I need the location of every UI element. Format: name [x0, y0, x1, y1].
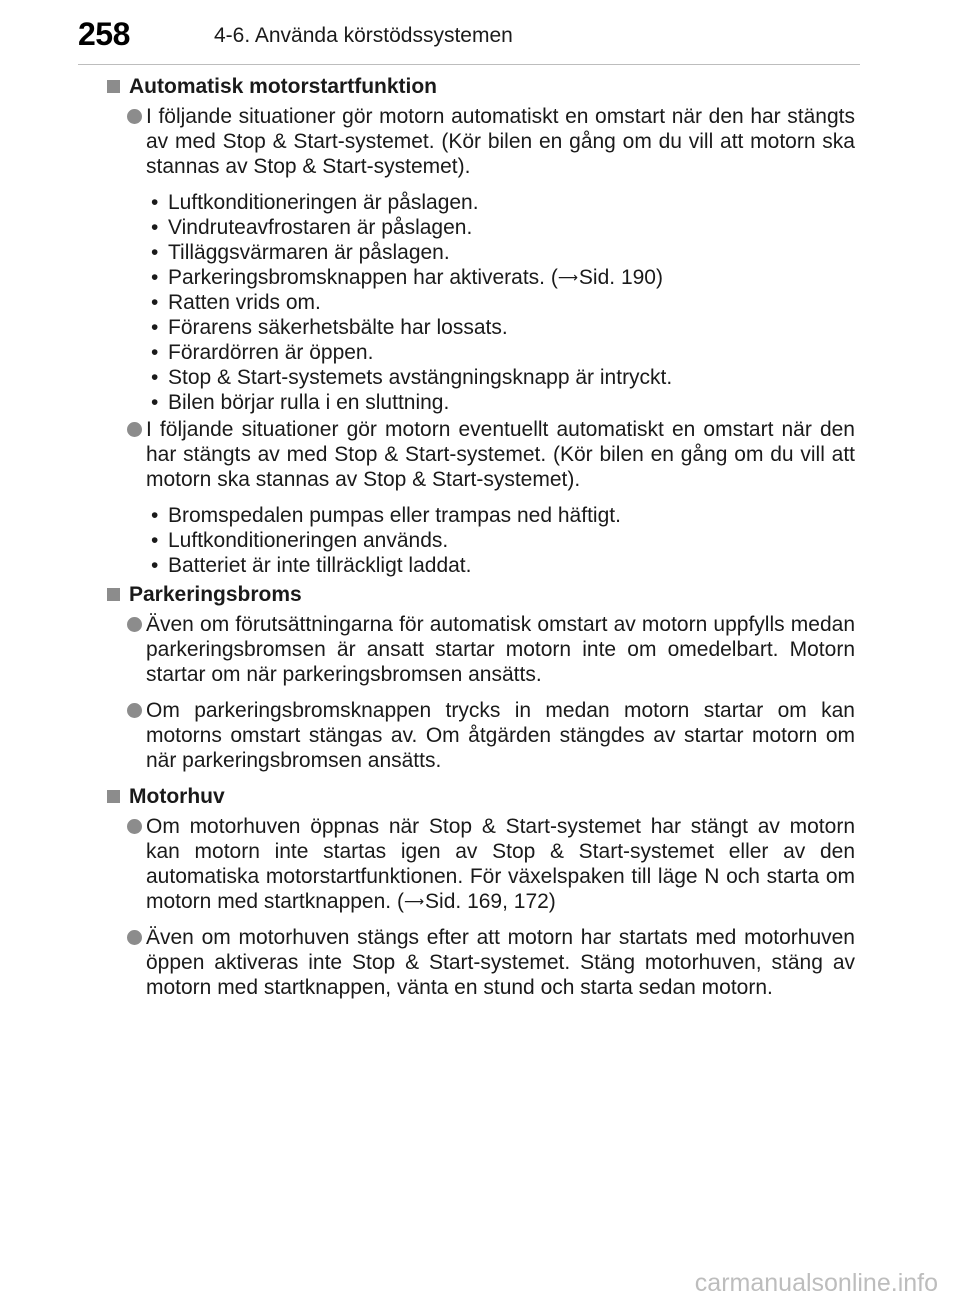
page-reference-link[interactable]: Sid. 190) [578, 266, 663, 289]
circle-bullet-icon [127, 422, 142, 437]
section-title: 4-6. Använda körstödssystemen [214, 24, 513, 47]
circle-bullet-icon [127, 617, 142, 632]
item-text: Om parkeringsbromsknappen trycks in medan motorn startar om kan motorns omstart stängas av. Om åtgärden stängdes av startar motorn om när parkeringsbromsen ansätts. [146, 699, 855, 772]
watermark: carmanualsonline.info [694, 1269, 938, 1297]
circle-bullet-icon [127, 109, 142, 124]
square-bullet-icon [107, 80, 120, 93]
square-bullet-icon [107, 588, 120, 601]
arrow-right-icon: ⟶ [403, 893, 425, 909]
item-text: I följande situationer gör motorn eventuellt automatiskt en omstart när den har stängts av med Stop & Start-systemet. (Kör bilen en gång om du vill att motorn ska stannas av Stop & Start-systemet). [146, 418, 855, 491]
sublist-item: • Luftkonditioneringen är påslagen. [146, 190, 855, 215]
item-text: I följande situationer gör motorn automatiskt en omstart när den har stängts av med Stop & Start-systemet. (Kör bilen en gång om du vill att motorn ska stannas av Stop & Start-systemet). [146, 105, 855, 178]
item-text [146, 814, 855, 914]
sublist-item-text: Parkeringsbromsknappen har aktiverats. ( [168, 266, 558, 289]
sublist-item: • Batteriet är inte tillräckligt laddat. [146, 553, 855, 578]
possible-restart-list [107, 503, 855, 578]
list-item [107, 104, 855, 179]
page-content [107, 74, 855, 1011]
sublist-item: • Stop & Start-systemets avstängningsknapp är intryckt. [146, 365, 855, 390]
heading-automatic-start [107, 74, 855, 99]
item-text: Även om motorhuven stängs efter att motorn har startats med motorhuven öppen aktiveras inte Stop & Start-systemet. Stäng motorhuven, stäng av motorn med startknappen, vänta en stund och starta sedan motorn. [146, 926, 855, 999]
list-item [107, 612, 855, 687]
heading-text: Motorhuv [129, 785, 225, 808]
list-item [107, 698, 855, 773]
heading-text: Parkeringsbroms [129, 583, 302, 606]
list-item [107, 417, 855, 492]
page-reference-link[interactable]: Sid. 169, 172) [425, 890, 556, 913]
list-item [107, 925, 855, 1000]
sublist-item: • Luftkonditioneringen används. [146, 528, 855, 553]
sublist-item: • Tilläggsvärmaren är påslagen. [146, 240, 855, 265]
arrow-right-icon: ⟶ [557, 269, 578, 285]
item-text: Även om förutsättningarna för automatisk omstart av motorn uppfylls medan parkeringsbromsen är ansatt startar motorn inte om omedelbart. Motorn startar om när parkeringsbromsen ansätts. [146, 613, 855, 686]
header-divider [78, 64, 860, 65]
item-text-body: Om motorhuven öppnas när Stop & Start-systemet har stängt av motorn kan motorn inte startas igen av Stop & Start-systemet eller av den automatiska motorstartfunktionen. För växelspaken till läge N och starta om motorn med startknappen. ( [146, 815, 855, 913]
sublist-item: • Förarens säkerhetsbälte har lossats. [146, 315, 855, 340]
circle-bullet-icon [127, 703, 142, 718]
page-number: 258 [78, 16, 130, 52]
heading-parking-brake [107, 582, 855, 607]
heading-hood [107, 784, 855, 809]
restart-conditions-list [107, 190, 855, 415]
sublist-item: • Vindruteavfrostaren är påslagen. [146, 215, 855, 240]
sublist-item: • Förardörren är öppen. [146, 340, 855, 365]
circle-bullet-icon [127, 930, 142, 945]
sublist-item [146, 265, 855, 290]
sublist-item: • Bilen börjar rulla i en sluttning. [146, 390, 855, 415]
square-bullet-icon [107, 790, 120, 803]
heading-text: Automatisk motorstartfunktion [129, 75, 438, 98]
sublist-item: • Ratten vrids om. [146, 290, 855, 315]
list-item [107, 814, 855, 914]
page-header [0, 0, 960, 60]
circle-bullet-icon [127, 819, 142, 834]
sublist-item: • Bromspedalen pumpas eller trampas ned häftigt. [146, 503, 855, 528]
